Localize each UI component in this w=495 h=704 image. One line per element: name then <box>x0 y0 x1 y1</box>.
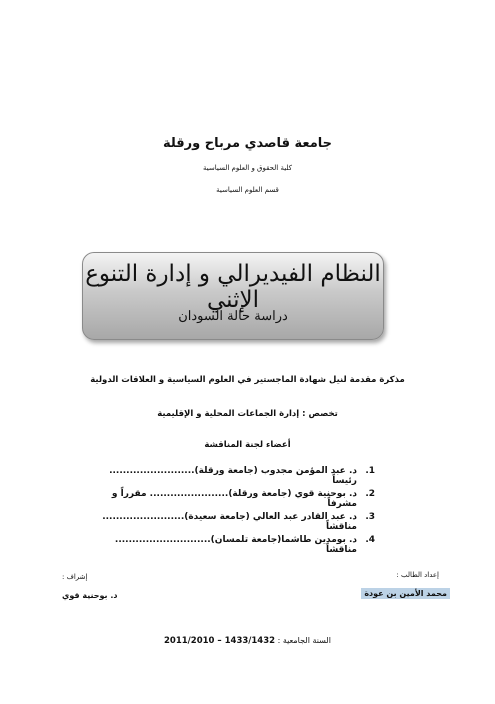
committee-member <box>95 535 375 558</box>
academic-year-value: 1433/1432 – 2011/2010 <box>164 636 276 646</box>
memo-statement: مذكرة مقدمة لنيل شهادة الماجستير في العلوم السياسية و العلاقات الدولية <box>90 375 405 385</box>
member-text: د. عبد القادر عبد العالي (جامعة سعيدة)........................ مناقشاً <box>102 512 357 532</box>
academic-year-label: السنة الجامعية : <box>277 636 331 645</box>
supervisor-name: د. بوحنية قوي <box>62 591 118 600</box>
supervisor-label: إشراف : <box>62 573 88 581</box>
academic-year <box>0 636 495 646</box>
thesis-title: النظام الفيديرالي و إدارة التنوع الإثني <box>85 261 381 313</box>
member-number: 1. <box>365 466 375 476</box>
member-number: 3. <box>365 512 375 522</box>
member-text: د. عبد المؤمن مجدوب (جامعة ورقلة)......................... رئيساً <box>109 466 357 486</box>
committee-member <box>95 466 375 489</box>
member-text: د. بومدين طاشما(جامعة تلمسان)............................ مناقشاً <box>114 535 357 555</box>
committee-member <box>95 489 375 512</box>
member-number: 4. <box>365 535 375 545</box>
student-label: إعداد الطالب : <box>396 571 439 579</box>
committee-title: أعضاء لجنة المناقشة <box>204 440 291 450</box>
department-name: قسم العلوم السياسية <box>216 186 279 194</box>
thesis-subtitle: دراسة حالة السودان <box>178 309 288 324</box>
committee-list <box>95 466 375 558</box>
member-text: د. بوحنية قوي (جامعة ورقلة)....................... مقرراً و مشرفاً <box>111 489 357 509</box>
faculty-name: كلية الحقوق و العلوم السياسية <box>202 164 292 172</box>
committee-member <box>95 512 375 535</box>
university-name: جامعة قاصدي مرباح ورقلة <box>162 136 332 151</box>
specialization: تخصص : إدارة الجماعات المحلية و الإقليمية <box>157 409 338 419</box>
student-name: محمد الأمين بن عودة <box>361 588 450 599</box>
member-number: 2. <box>365 489 375 499</box>
title-box <box>82 252 384 340</box>
